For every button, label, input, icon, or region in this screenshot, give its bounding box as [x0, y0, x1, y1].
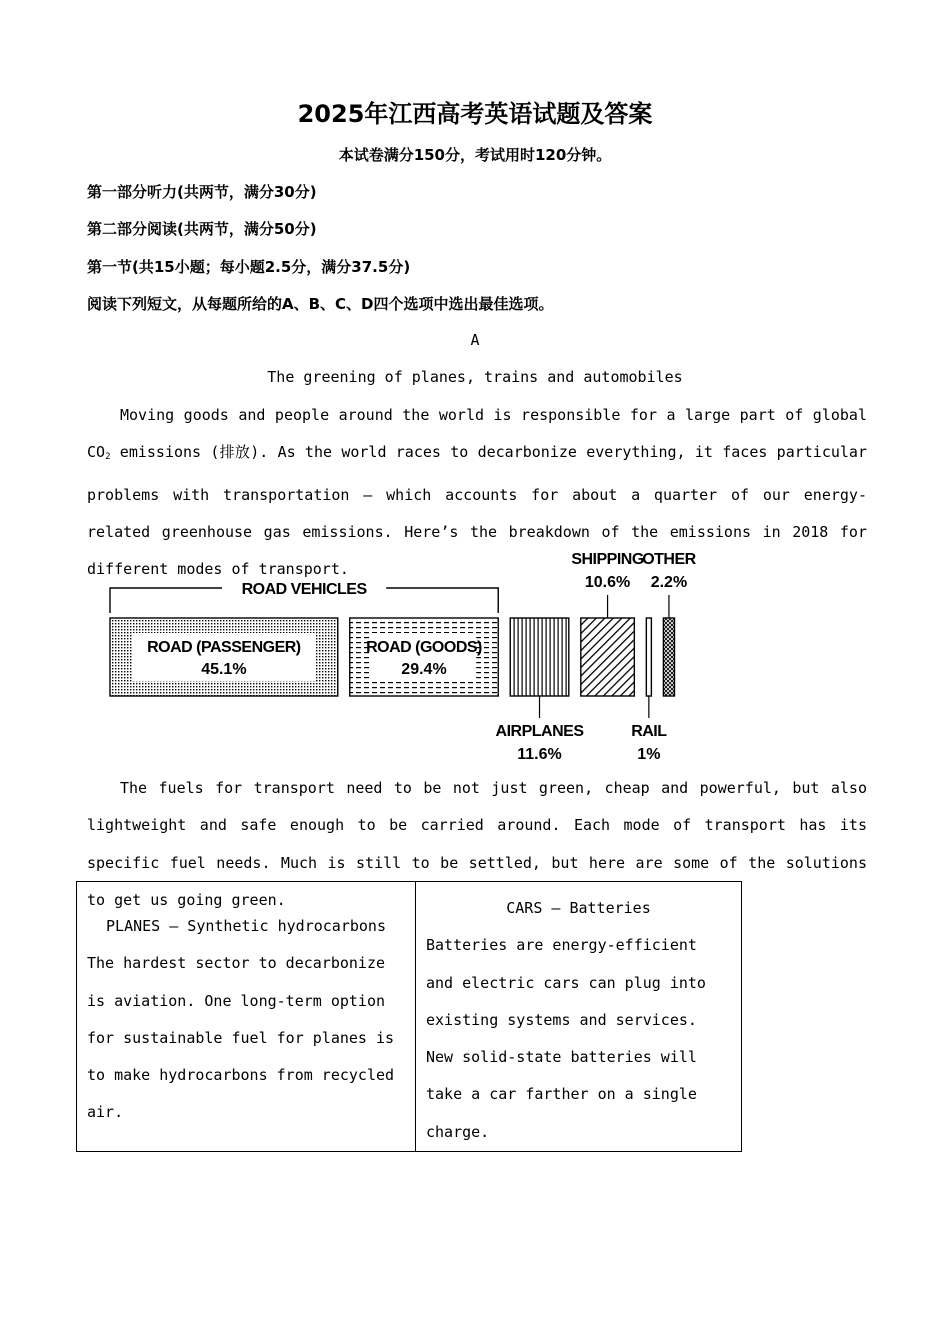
bar-airplanes	[510, 618, 569, 696]
cars-cell	[416, 882, 742, 1152]
cars-body: Batteries are energy-efficient and electric cars can plug into existing systems and services. New solid-state batteries will take a car farther on a single charge.	[426, 936, 706, 1141]
value-label: 45.1%	[201, 661, 247, 678]
bar-rail	[646, 618, 651, 696]
bar-shipping	[581, 618, 635, 696]
category-label: ROAD (GOODS)	[366, 639, 482, 656]
part2-heading: 第二部分阅读(共两节，满分50分)	[87, 220, 317, 238]
category-label: OTHER	[642, 551, 696, 568]
category-label: SHIPPING	[571, 551, 644, 568]
passage-title: The greening of planes, trains and automobiles	[267, 368, 683, 386]
paragraph-1-text-a: Moving goods and people around the world is responsible for a large part of global CO	[87, 406, 867, 462]
page-title: 2025年江西高考英语试题及答案	[297, 100, 653, 128]
group-label: ROAD VEHICLES	[241, 581, 367, 598]
exam-info: 本试卷满分150分，考试用时120分钟。	[338, 146, 612, 164]
passage-label: A	[470, 331, 480, 349]
cars-heading: CARS — Batteries	[506, 899, 651, 917]
value-label: 11.6%	[517, 746, 562, 763]
bar-other	[663, 618, 674, 696]
category-label: AIRPLANES	[495, 723, 584, 740]
value-label: 2.2%	[650, 574, 688, 591]
solutions-table	[76, 881, 742, 1152]
value-label: 29.4%	[401, 661, 447, 678]
paragraph-1-text-b: emissions (排放). As the world races to decarbonize everything, it faces particular problems with transportation — which accounts for about a quarter of our energy-related greenhouse gas emissions. Here’s the breakdown of the emissions in 2018 for different modes of transport.	[87, 443, 867, 579]
emissions-chart	[100, 545, 740, 770]
paragraph-2: The fuels for transport need to be not just green, cheap and powerful, but also lightweight and safe enough to be carried around. Each mode of transport has its specific fuel needs. Much is still to be settled, but here are some of the solutions to get us going green.	[87, 779, 867, 909]
planes-body: The hardest sector to decarbonize is aviation. One long-term option for sustainable fuel for planes is to make hydrocarbons from recycled air.	[87, 954, 395, 1122]
value-label: 1%	[637, 746, 661, 763]
part1-heading: 第一部分听力(共两节，满分30分)	[87, 183, 317, 201]
category-label: ROAD (PASSENGER)	[147, 639, 301, 656]
category-label: RAIL	[631, 723, 667, 740]
table-row	[77, 882, 742, 1152]
value-label: 10.6%	[584, 574, 631, 591]
planes-heading: PLANES — Synthetic hydrocarbons	[106, 917, 386, 935]
co2-subscript: 2	[105, 452, 111, 463]
section1-heading: 第一节(共15小题；每小题2.5分，满分37.5分)	[87, 258, 411, 276]
planes-cell	[77, 882, 416, 1152]
instruction-text: 阅读下列短文，从每题所给的A、B、C、D四个选项中选出最佳选项。	[87, 295, 554, 313]
